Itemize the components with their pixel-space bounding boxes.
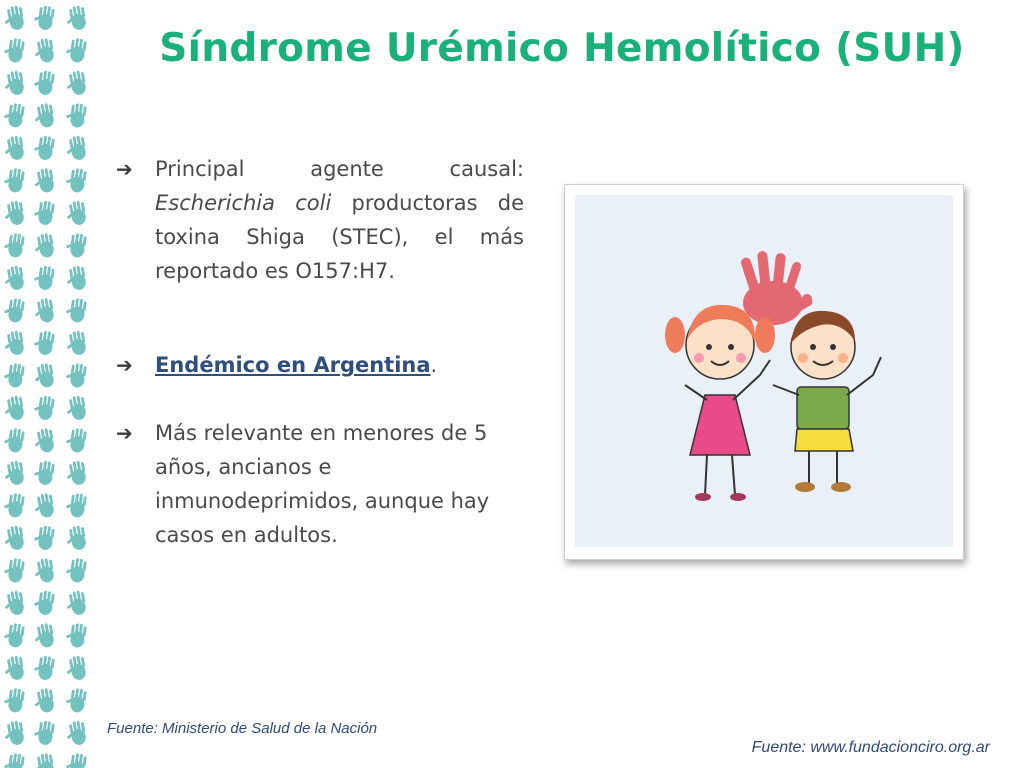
hand-print-icon (32, 557, 55, 584)
bullet-text (155, 152, 524, 288)
hand-print-icon (64, 135, 87, 162)
bullet-text: Más relevante en menores de 5 años, ancianos e inmunodeprimidos, aunque hay casos en adultos. (155, 421, 490, 547)
hand-print-icon (64, 427, 87, 453)
hand-print-icon (32, 362, 55, 389)
hand-print-icon (32, 687, 55, 714)
right-arrow-icon: ➔ (116, 421, 133, 445)
bullet-item (114, 416, 524, 552)
hand-print-icon (32, 134, 55, 160)
hand-print-icon (2, 167, 25, 193)
illustration-frame (564, 184, 964, 560)
right-arrow-icon: ➔ (116, 353, 133, 377)
hand-print-icon (64, 200, 87, 227)
hand-print-icon (2, 492, 25, 518)
hand-print-icon (64, 232, 87, 258)
hand-print-pattern (0, 0, 100, 768)
bullet-text-part: Principal agente causal: (155, 157, 524, 181)
organism-name: Escherichia coli (155, 191, 332, 215)
hand-print-icon (32, 719, 55, 745)
source-website[interactable]: Fuente: www.fundacionciro.org.ar (751, 739, 990, 756)
hand-print-icon (64, 752, 87, 768)
hand-print-icon (64, 395, 87, 422)
hand-print-icon (64, 362, 87, 388)
bullet-text-part: productoras de toxina Shiga (STEC), el más reportado es O157:H7. (155, 191, 524, 283)
hand-print-icon (2, 297, 25, 323)
hand-print-icon (32, 752, 55, 768)
hand-print-icon (2, 135, 25, 162)
hand-print-icon (32, 524, 55, 550)
hand-print-icon (32, 589, 55, 615)
hand-print-icon (2, 590, 25, 617)
hand-print-icon (64, 70, 87, 97)
hand-print-icon (2, 557, 25, 583)
bullet-list (114, 152, 524, 552)
children-drawing (575, 195, 953, 547)
hand-print-icon (64, 720, 87, 747)
hand-print-icon (64, 687, 87, 713)
hand-print-icon (2, 395, 25, 422)
hand-print-icon (2, 232, 25, 258)
red-hand-print-icon (740, 251, 814, 325)
hand-print-icon (64, 5, 87, 32)
hand-print-icon (32, 622, 55, 649)
hand-print-icon (64, 297, 87, 323)
hand-print-icon (2, 330, 25, 357)
hand-print-icon (32, 427, 55, 454)
hand-print-icon (2, 362, 25, 388)
hand-print-icon (2, 687, 25, 713)
hand-print-icon (64, 460, 87, 487)
endemic-link[interactable]: Endémico en Argentina (155, 353, 431, 377)
hand-print-icon (32, 4, 55, 30)
hand-print-icon (2, 655, 25, 682)
hand-print-icon (32, 199, 55, 225)
hand-print-icon (2, 752, 25, 768)
hand-print-icon (64, 622, 87, 648)
source-ministry: Fuente: Ministerio de Salud de la Nación (107, 720, 378, 737)
hand-print-icon (64, 265, 87, 292)
bullet-item (114, 152, 524, 288)
hand-print-icon (2, 102, 25, 128)
hand-print-icon (32, 394, 55, 420)
girl-figure (665, 305, 775, 501)
hand-print-icon (2, 622, 25, 648)
bullet-text (155, 348, 524, 382)
hand-print-icon (2, 525, 25, 552)
hand-print-icon (32, 492, 55, 519)
hand-print-icon (32, 102, 55, 129)
hand-print-icon (64, 37, 87, 63)
children-illustration (575, 195, 953, 547)
hand-print-icon (2, 200, 25, 227)
right-arrow-icon: ➔ (116, 157, 133, 181)
hand-print-icon (32, 459, 55, 485)
boy-figure (773, 311, 881, 492)
hand-print-icon (2, 720, 25, 747)
bullet-text-part: . (430, 353, 438, 377)
hand-print-icon (64, 655, 87, 682)
hand-print-icon (64, 330, 87, 357)
hand-print-icon-grid (0, 0, 100, 768)
slide-title: Síndrome Urémico Hemolítico (SUH) (159, 26, 965, 71)
hand-print-icon (2, 70, 25, 97)
hand-print-icon (2, 427, 25, 453)
hand-print-icon (64, 492, 87, 518)
bullet-item (114, 348, 524, 382)
hand-print-icon (32, 329, 55, 355)
hand-print-icon (32, 37, 55, 64)
hand-print-icon (2, 37, 25, 63)
hand-print-icon (2, 265, 25, 292)
hand-print-icon (64, 590, 87, 617)
hand-print-icon (32, 297, 55, 324)
hand-print-icon (64, 102, 87, 128)
hand-print-icon (32, 264, 55, 290)
hand-print-icon (2, 460, 25, 487)
hand-print-icon (2, 5, 25, 32)
hand-print-icon (64, 525, 87, 552)
hand-print-icon (64, 557, 87, 583)
hand-print-icon (32, 167, 55, 194)
hand-print-icon (64, 167, 87, 193)
hand-print-icon (32, 654, 55, 680)
hand-print-icon (32, 232, 55, 259)
hand-print-icon (32, 69, 55, 95)
